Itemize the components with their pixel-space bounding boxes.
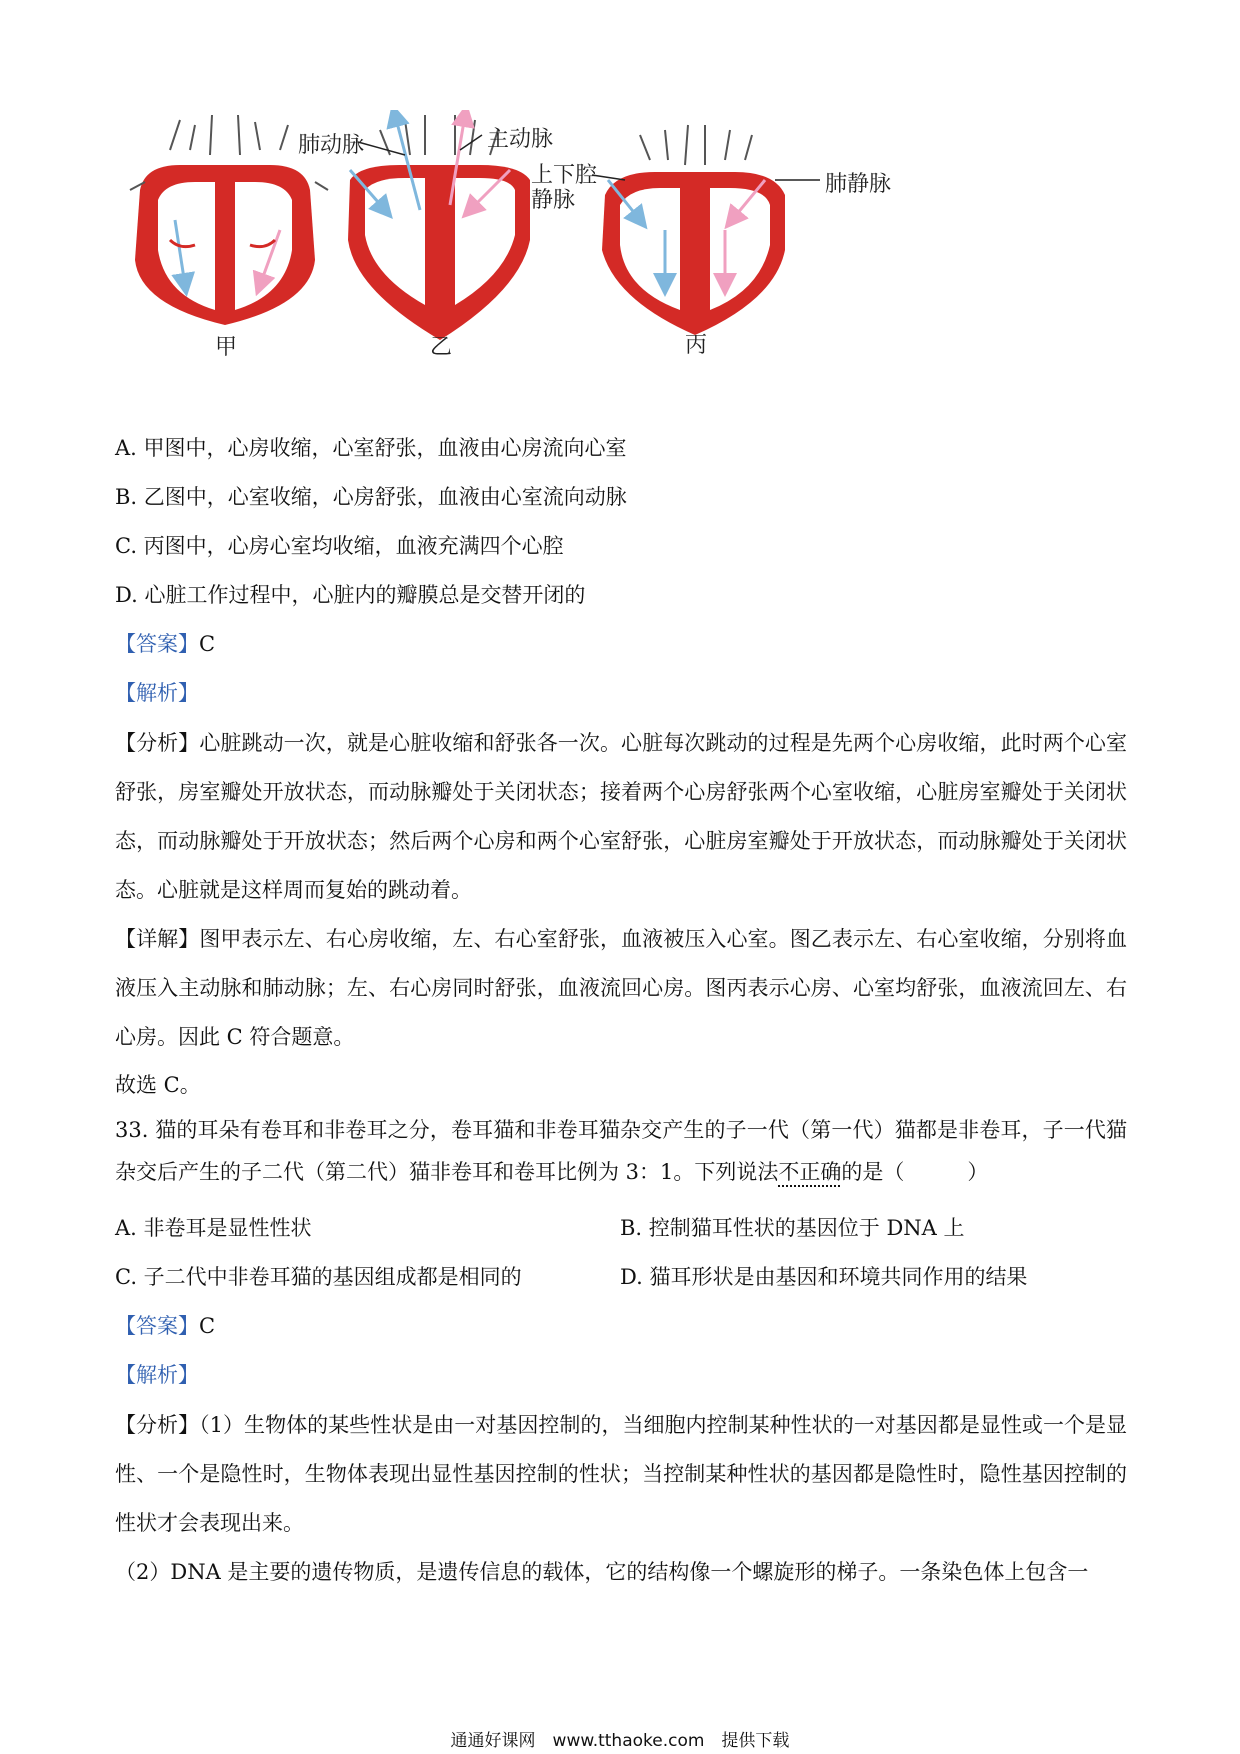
q33-option-c: C. 子二代中非卷耳猫的基因组成都是相同的 (115, 1265, 522, 1289)
label-pulmonary-vein: 肺静脉 (825, 172, 892, 197)
q33-stem-part2: 的是（ ） (841, 1160, 989, 1184)
q33-emphasis: 不正确 (778, 1160, 842, 1184)
q32-option-c: C. 丙图中，心房心室均收缩，血液充满四个心腔 (115, 534, 564, 558)
fenxi-text-2: （2）DNA 是主要的遗传物质，是遗传信息的载体，它的结构像一个螺旋形的梯子。一条染色体上包含一 (115, 1560, 1089, 1584)
q33-fenxi-2 (115, 1548, 1127, 1597)
q33-stem (115, 1109, 1127, 1193)
label-pulmonary-artery: 肺动脉 (298, 133, 365, 158)
analysis-tag: 【解析】 (115, 681, 199, 705)
q33-option-d: D. 猫耳形状是由基因和环境共同作用的结果 (620, 1265, 1028, 1289)
answer-value: C (199, 1314, 216, 1338)
q33-stem-part1: 33. 猫的耳朵有卷耳和非卷耳之分，卷耳猫和非卷耳猫杂交产生的子一代（第一代）猫都是非卷耳，子一代猫杂交后产生的子二代（第二代）猫非卷耳和卷耳比例为 3：1。下列说法 (115, 1118, 1127, 1184)
analysis-tag: 【解析】 (115, 1363, 199, 1387)
q33-option-b: B. 控制猫耳性状的基因位于 DNA 上 (620, 1216, 965, 1240)
q33-analysis-heading (115, 1360, 199, 1390)
label-bing: 丙 (685, 333, 708, 358)
label-vena-cava-1: 上下腔 (531, 163, 598, 188)
q33-fenxi (115, 1401, 1127, 1548)
answer-tag: 【答案】 (115, 632, 199, 656)
xiangjie-text: 图甲表示左、右心房收缩，左、右心室舒张，血液被压入心室。图乙表示左、右心室收缩，分别将血液压入主动脉和肺动脉；左、右心房同时舒张，血液流回心房。图丙表示心房、心室均舒张，血液流回左、右心房。因此 C 符合题意。 (115, 927, 1127, 1049)
page-footer: 通通好课网 www.tthaoke.com 提供下载 (450, 1731, 790, 1751)
q32-answer (115, 629, 215, 659)
heart-bing (602, 125, 785, 335)
fenxi-tag: 【分析】 (115, 731, 200, 755)
label-aorta: 主动脉 (487, 127, 554, 152)
fenxi-tag: 【分析】 (115, 1413, 200, 1437)
q33-answer (115, 1311, 215, 1341)
fenxi-text-1: （1）生物体的某些性状是由一对基因控制的，当细胞内控制某种性状的一对基因都是显性或一个是显性、一个是隐性时，生物体表现出显性基因控制的性状；当控制某种性状的基因都是隐性时，隐性基因控制的性状才会表现出来。 (115, 1413, 1128, 1535)
answer-tag: 【答案】 (115, 1314, 199, 1338)
q32-option-d: D. 心脏工作过程中，心脏内的瓣膜总是交替开闭的 (115, 583, 586, 607)
q32-analysis-heading (115, 678, 199, 708)
heart-diagram-svg (120, 110, 980, 410)
fenxi-text: 心脏跳动一次，就是心脏收缩和舒张各一次。心脏每次跳动的过程是先两个心房收缩，此时两个心室舒张，房室瓣处开放状态，而动脉瓣处于关闭状态；接着两个心房舒张两个心室收缩，心脏房室瓣处于关闭状态，而动脉瓣处于开放状态；然后两个心房和两个心室舒张，心脏房室瓣处于开放状态，而动脉瓣处于关闭状态。心脏就是这样周而复始的跳动着。 (115, 731, 1127, 902)
q32-fenxi (115, 719, 1127, 915)
q32-option-a: A. 甲图中，心房收缩，心室舒张，血液由心房流向心室 (115, 436, 627, 460)
heart-diagram (120, 110, 980, 410)
xiangjie-tag: 【详解】 (115, 927, 200, 951)
label-yi: 乙 (430, 335, 453, 360)
q32-xiangjie (115, 915, 1127, 1062)
q33-option-a: A. 非卷耳是显性性状 (115, 1216, 312, 1240)
label-jia: 甲 (215, 335, 238, 360)
answer-value: C (199, 632, 216, 656)
q33-stem-emph (778, 1160, 841, 1184)
q32-option-b: B. 乙图中，心室收缩，心房舒张，血液由心室流向动脉 (115, 485, 627, 509)
label-vena-cava-2: 静脉 (531, 188, 576, 213)
q32-conclusion: 故选 C。 (115, 1073, 201, 1097)
